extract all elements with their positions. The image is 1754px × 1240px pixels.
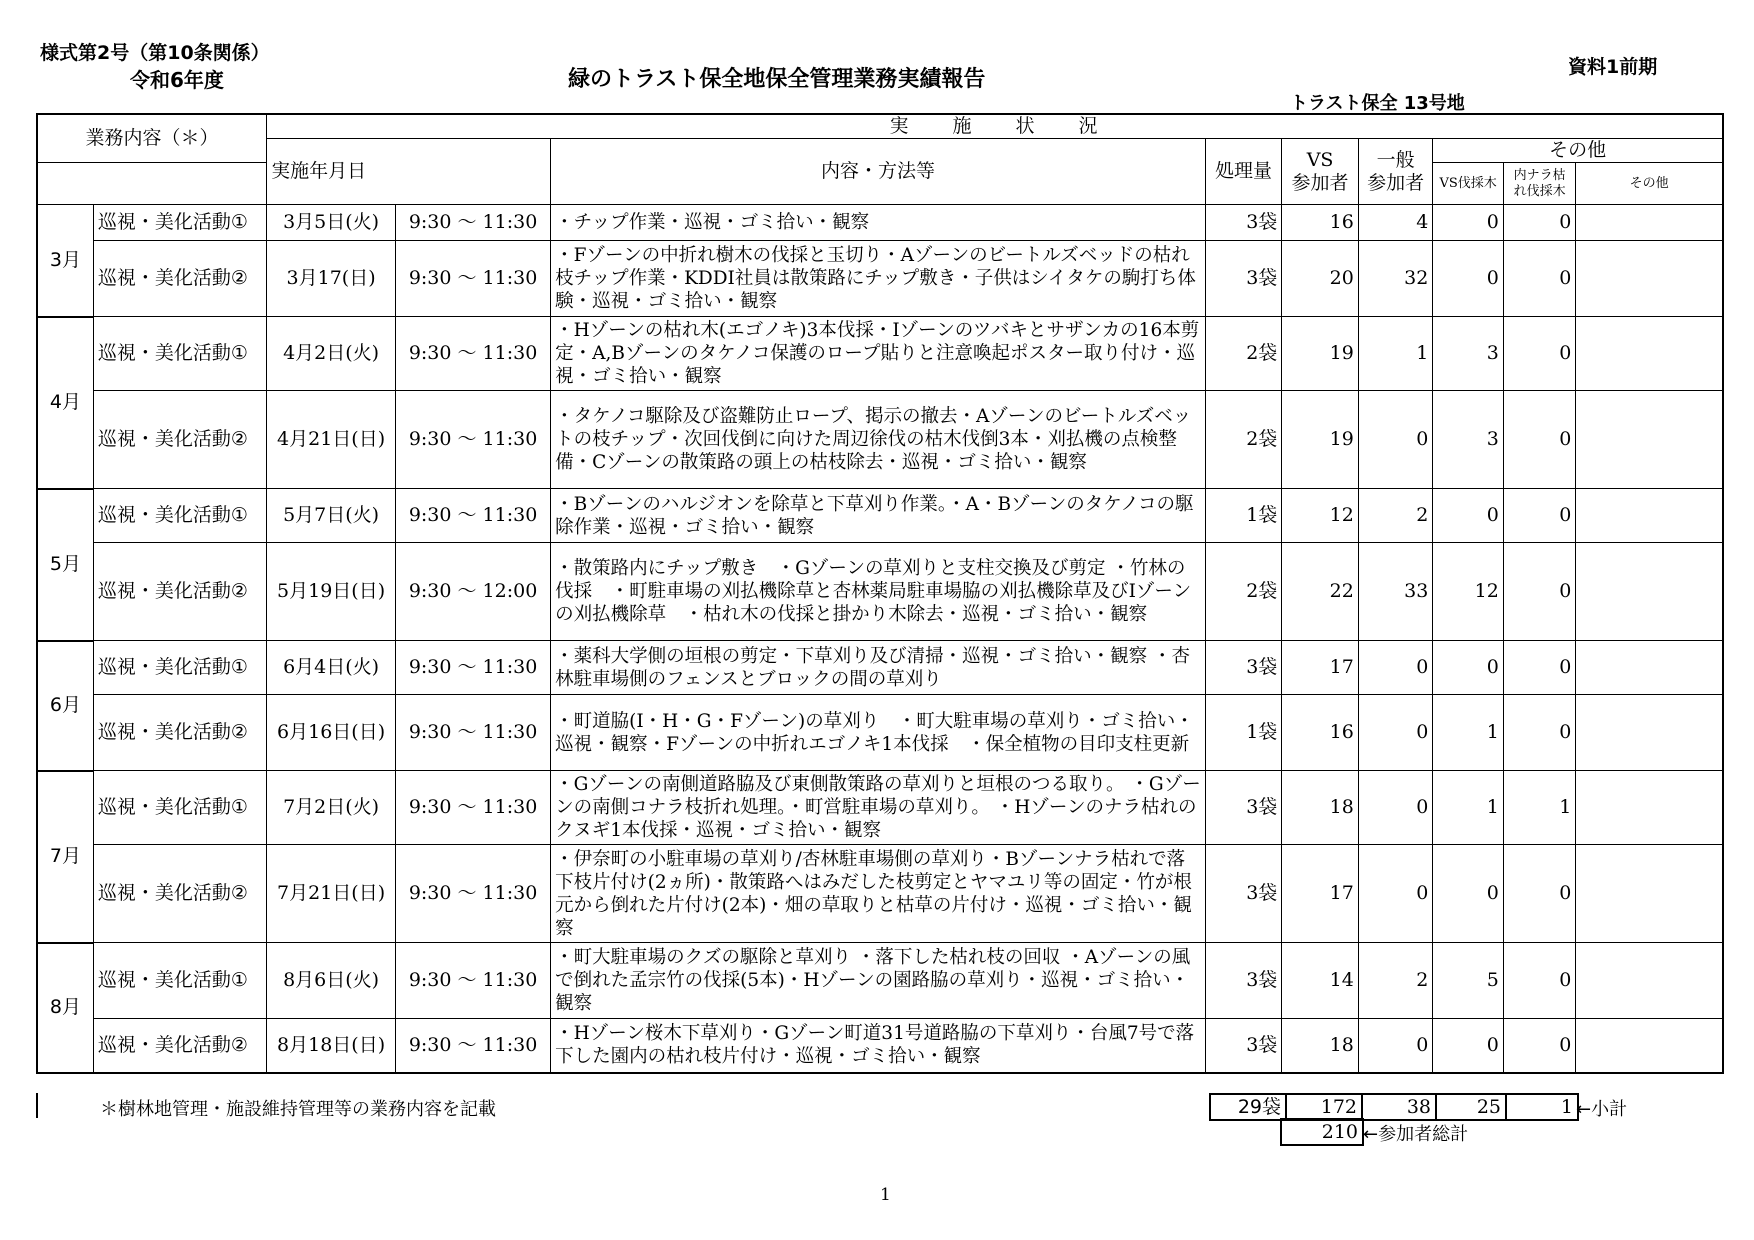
time-cell: 9:30 ～ 11:30	[396, 317, 551, 391]
header-date: 実施年月日	[267, 139, 551, 205]
content-cell: ・チップ作業・巡視・ゴミ拾い・観察	[551, 205, 1206, 241]
content-cell: ・薬科大学側の垣根の剪定・下草刈り及び清掃・巡視・ゴミ拾い・観察 ・杏林駐車場側のフェンスとブロックの間の草刈り	[551, 641, 1206, 695]
amount-cell: 3袋	[1205, 845, 1282, 943]
date-cell: 4月21日(日)	[267, 391, 396, 489]
header-task-spacer	[37, 163, 267, 205]
vs-cell: 14	[1282, 943, 1359, 1019]
amount-cell: 3袋	[1205, 943, 1282, 1019]
vs-felling-cell: 3	[1433, 317, 1504, 391]
vs-cell: 19	[1282, 391, 1359, 489]
amount-cell: 3袋	[1205, 241, 1282, 317]
oak-felling-cell: 0	[1503, 695, 1576, 771]
amount-cell: 2袋	[1205, 391, 1282, 489]
vs-cell: 19	[1282, 317, 1359, 391]
time-cell: 9:30 ～ 11:30	[396, 943, 551, 1019]
header-vs-felling: VS伐採木	[1433, 163, 1504, 205]
date-cell: 7月21日(日)	[267, 845, 396, 943]
vs-cell: 22	[1282, 543, 1359, 641]
subtotal-vs: 172	[1286, 1094, 1362, 1120]
header-status-group: 実 施 状 況	[267, 114, 1723, 139]
amount-cell: 2袋	[1205, 317, 1282, 391]
vs-felling-cell: 0	[1433, 241, 1504, 317]
date-cell: 4月2日(火)	[267, 317, 396, 391]
time-cell: 9:30 ～ 11:30	[396, 771, 551, 845]
subtotal-row	[1209, 1093, 1579, 1121]
subtotal-amount: 29袋	[1210, 1094, 1286, 1120]
vs-cell: 16	[1282, 695, 1359, 771]
header-other: その他	[1576, 163, 1723, 205]
table-row	[37, 317, 1723, 391]
task-cell: 巡視・美化活動②	[93, 845, 266, 943]
time-cell: 9:30 ～ 11:30	[396, 489, 551, 543]
general-cell: 0	[1358, 391, 1433, 489]
time-cell: 9:30 ～ 11:30	[396, 641, 551, 695]
content-cell: ・Hゾーンの枯れ木(エゴノキ)3本伐採・Iゾーンのツバキとサザンカの16本剪定・A,Bゾーンのタケノコ保護のロープ貼りと注意喚起ポスター取り付け・巡視・ゴミ拾い・観察	[551, 317, 1206, 391]
date-cell: 5月19日(日)	[267, 543, 396, 641]
table-row	[37, 543, 1723, 641]
footnote: ＊樹林地管理・施設維持管理等の業務内容を記載	[100, 1099, 496, 1120]
task-cell: 巡視・美化活動①	[93, 771, 266, 845]
oak-felling-cell: 0	[1503, 205, 1576, 241]
amount-cell: 1袋	[1205, 489, 1282, 543]
task-cell: 巡視・美化活動②	[93, 543, 266, 641]
content-cell: ・散策路内にチップ敷き ・Gゾーンの草刈りと支柱交換及び剪定 ・竹林の伐採 ・町駐車場の刈払機除草と杏林薬局駐車場脇の刈払機除草及びIゾーンの刈払機除草 ・枯れ木の伐採と掛かり木除去・巡視・ゴミ拾い・観察	[551, 543, 1206, 641]
month-cell: 3月	[37, 205, 93, 317]
table-row	[37, 205, 1723, 241]
amount-cell: 3袋	[1205, 641, 1282, 695]
subtotal-oak-felling: 1	[1506, 1094, 1578, 1120]
date-cell: 8月6日(火)	[267, 943, 396, 1019]
table-row	[37, 489, 1723, 543]
header-other-group: その他	[1433, 139, 1723, 163]
amount-cell: 2袋	[1205, 543, 1282, 641]
month-cell: 6月	[37, 641, 93, 771]
general-cell: 2	[1358, 489, 1433, 543]
general-cell: 0	[1358, 1019, 1433, 1073]
vs-cell: 20	[1282, 241, 1359, 317]
general-cell: 33	[1358, 543, 1433, 641]
task-cell: 巡視・美化活動①	[93, 641, 266, 695]
oak-felling-cell: 0	[1503, 489, 1576, 543]
time-cell: 9:30 ～ 11:30	[396, 845, 551, 943]
date-cell: 8月18日(日)	[267, 1019, 396, 1073]
other-cell	[1576, 695, 1723, 771]
other-cell	[1576, 317, 1723, 391]
oak-felling-cell: 0	[1503, 1019, 1576, 1073]
general-cell: 4	[1358, 205, 1433, 241]
table-row	[37, 1019, 1723, 1073]
task-cell: 巡視・美化活動②	[93, 241, 266, 317]
amount-cell: 3袋	[1205, 1019, 1282, 1073]
oak-felling-cell: 0	[1503, 317, 1576, 391]
table-row	[37, 771, 1723, 845]
content-cell: ・Hゾーン桜木下草刈り・Gゾーン町道31号道路脇の下草刈り・台風7号で落下した園内の枯れ枝片付け・巡視・ゴミ拾い・観察	[551, 1019, 1206, 1073]
date-cell: 6月16日(日)	[267, 695, 396, 771]
date-cell: 3月17(日)	[267, 241, 396, 317]
oak-felling-cell: 0	[1503, 641, 1576, 695]
vs-felling-cell: 3	[1433, 391, 1504, 489]
vs-cell: 18	[1282, 1019, 1359, 1073]
fiscal-year: 令和6年度	[130, 68, 224, 92]
general-cell: 32	[1358, 241, 1433, 317]
content-cell: ・伊奈町の小駐車場の草刈り/杏林駐車場側の草刈り・Bゾーンナラ枯れで落下枝片付け(2ヵ所)・散策路へはみだした枝剪定とヤマユリ等の固定・竹が根元から倒れた片付け(2本)・畑の草取りと枯草の片付け・巡視・ゴミ拾い・観察	[551, 845, 1206, 943]
subtotal-general: 38	[1362, 1094, 1436, 1120]
content-cell: ・Fゾーンの中折れ樹木の伐採と玉切り・Aゾーンのビートルズベッドの枯れ枝チップ作業・KDDI社員は散策路にチップ敷き・子供はシイタケの駒打ち体験・巡視・ゴミ拾い・観察	[551, 241, 1206, 317]
month-cell: 8月	[37, 943, 93, 1073]
vs-felling-cell: 1	[1433, 771, 1504, 845]
vs-cell: 18	[1282, 771, 1359, 845]
date-cell: 3月5日(火)	[267, 205, 396, 241]
general-cell: 0	[1358, 845, 1433, 943]
date-cell: 7月2日(火)	[267, 771, 396, 845]
content-cell: ・町大駐車場のクズの駆除と草刈り ・落下した枯れ枝の回収 ・Aゾーンの風で倒れた孟宗竹の伐採(5本)・Hゾーンの園路脇の草刈り・巡視・ゴミ拾い・観察	[551, 943, 1206, 1019]
content-cell: ・タケノコ駆除及び盗難防止ロープ、掲示の撤去・Aゾーンのビートルズベットの枝チップ・次回伐倒に向けた周辺徐伐の枯木伐倒3本・刈払機の点検整備・Cゾーンの散策路の頭上の枯枝除去・巡視・ゴミ拾い・観察	[551, 391, 1206, 489]
other-cell	[1576, 391, 1723, 489]
site-name: トラスト保全 13号地	[1290, 93, 1465, 114]
table-row	[37, 695, 1723, 771]
header-task: 業務内容（＊）	[37, 114, 267, 163]
time-cell: 9:30 ～ 11:30	[396, 695, 551, 771]
other-cell	[1576, 943, 1723, 1019]
vs-felling-cell: 1	[1433, 695, 1504, 771]
month-cell: 4月	[37, 317, 93, 489]
date-cell: 6月4日(火)	[267, 641, 396, 695]
general-cell: 0	[1358, 641, 1433, 695]
general-cell: 0	[1358, 695, 1433, 771]
other-cell	[1576, 641, 1723, 695]
other-cell	[1576, 489, 1723, 543]
header-amount: 処理量	[1205, 139, 1282, 205]
vs-felling-cell: 0	[1433, 845, 1504, 943]
task-cell: 巡視・美化活動②	[93, 1019, 266, 1073]
form-number: 様式第2号（第10条関係）	[40, 42, 270, 64]
date-cell: 5月7日(火)	[267, 489, 396, 543]
time-cell: 9:30 ～ 12:00	[396, 543, 551, 641]
other-cell	[1576, 205, 1723, 241]
oak-felling-cell: 0	[1503, 845, 1576, 943]
vs-felling-cell: 0	[1433, 205, 1504, 241]
vs-cell: 12	[1282, 489, 1359, 543]
amount-cell: 3袋	[1205, 205, 1282, 241]
time-cell: 9:30 ～ 11:30	[396, 391, 551, 489]
task-cell: 巡視・美化活動②	[93, 695, 266, 771]
time-cell: 9:30 ～ 11:30	[396, 241, 551, 317]
oak-felling-cell: 0	[1503, 241, 1576, 317]
other-cell	[1576, 1019, 1723, 1073]
header-content: 内容・方法等	[551, 139, 1206, 205]
table-row	[37, 641, 1723, 695]
general-cell: 1	[1358, 317, 1433, 391]
header-oak-felling: 内ナラ枯れ伐採木	[1503, 163, 1576, 205]
document-title: 緑のトラスト保全地保全管理業務実績報告	[568, 67, 986, 92]
document-reference: 資料1前期	[1568, 56, 1658, 78]
amount-cell: 3袋	[1205, 771, 1282, 845]
header-general-line1: 一般	[1376, 148, 1415, 171]
task-cell: 巡視・美化活動①	[93, 489, 266, 543]
month-cell: 7月	[37, 771, 93, 943]
content-cell: ・Bゾーンのハルジオンを除草と下草刈り作業。・A・Bゾーンのタケノコの駆除作業・巡視・ゴミ拾い・観察	[551, 489, 1206, 543]
oak-felling-cell: 0	[1503, 543, 1576, 641]
task-cell: 巡視・美化活動②	[93, 391, 266, 489]
vs-cell: 16	[1282, 205, 1359, 241]
time-cell: 9:30 ～ 11:30	[396, 1019, 551, 1073]
general-cell: 0	[1358, 771, 1433, 845]
vs-felling-cell: 12	[1433, 543, 1504, 641]
oak-felling-cell: 0	[1503, 943, 1576, 1019]
subtotal-label: ←小計	[1576, 1099, 1628, 1120]
page-number: 1	[880, 1185, 891, 1205]
table-row	[37, 943, 1723, 1019]
amount-cell: 1袋	[1205, 695, 1282, 771]
header-vs-line1: VS	[1306, 148, 1334, 171]
general-cell: 2	[1358, 943, 1433, 1019]
other-cell	[1576, 771, 1723, 845]
content-cell: ・町道脇(I・H・G・Fゾーン)の草刈り ・町大駐車場の草刈り・ゴミ拾い・巡視・観察・Fゾーンの中折れエゴノキ1本伐採 ・保全植物の目印支柱更新	[551, 695, 1206, 771]
vs-felling-cell: 5	[1433, 943, 1504, 1019]
participant-total: 210	[1280, 1118, 1364, 1146]
header-vs-participants	[1282, 139, 1359, 205]
vs-felling-cell: 0	[1433, 1019, 1504, 1073]
table-row	[37, 391, 1723, 489]
oak-felling-cell: 0	[1503, 391, 1576, 489]
vs-felling-cell: 0	[1433, 489, 1504, 543]
report-table	[36, 113, 1724, 1074]
month-cell: 5月	[37, 489, 93, 641]
header-general-line2: 参加者	[1367, 171, 1425, 194]
header-vs-line2: 参加者	[1291, 171, 1349, 194]
header-general-participants	[1358, 139, 1433, 205]
vs-felling-cell: 0	[1433, 641, 1504, 695]
table-left-stub	[36, 1093, 38, 1118]
subtotal-vs-felling: 25	[1436, 1094, 1506, 1120]
table-row	[37, 241, 1723, 317]
other-cell	[1576, 845, 1723, 943]
task-cell: 巡視・美化活動①	[93, 943, 266, 1019]
vs-cell: 17	[1282, 641, 1359, 695]
content-cell: ・Gゾーンの南側道路脇及び東側散策路の草刈りと垣根のつる取り。 ・Gゾーンの南側コナラ枝折れ処理。・町営駐車場の草刈り。 ・Hゾーンのナラ枯れのクヌギ1本伐採・巡視・ゴミ拾い・観察	[551, 771, 1206, 845]
time-cell: 9:30 ～ 11:30	[396, 205, 551, 241]
participant-total-label: ←参加者総計	[1363, 1124, 1469, 1145]
other-cell	[1576, 241, 1723, 317]
vs-cell: 17	[1282, 845, 1359, 943]
other-cell	[1576, 543, 1723, 641]
table-row	[37, 845, 1723, 943]
task-cell: 巡視・美化活動①	[93, 317, 266, 391]
task-cell: 巡視・美化活動①	[93, 205, 266, 241]
oak-felling-cell: 1	[1503, 771, 1576, 845]
